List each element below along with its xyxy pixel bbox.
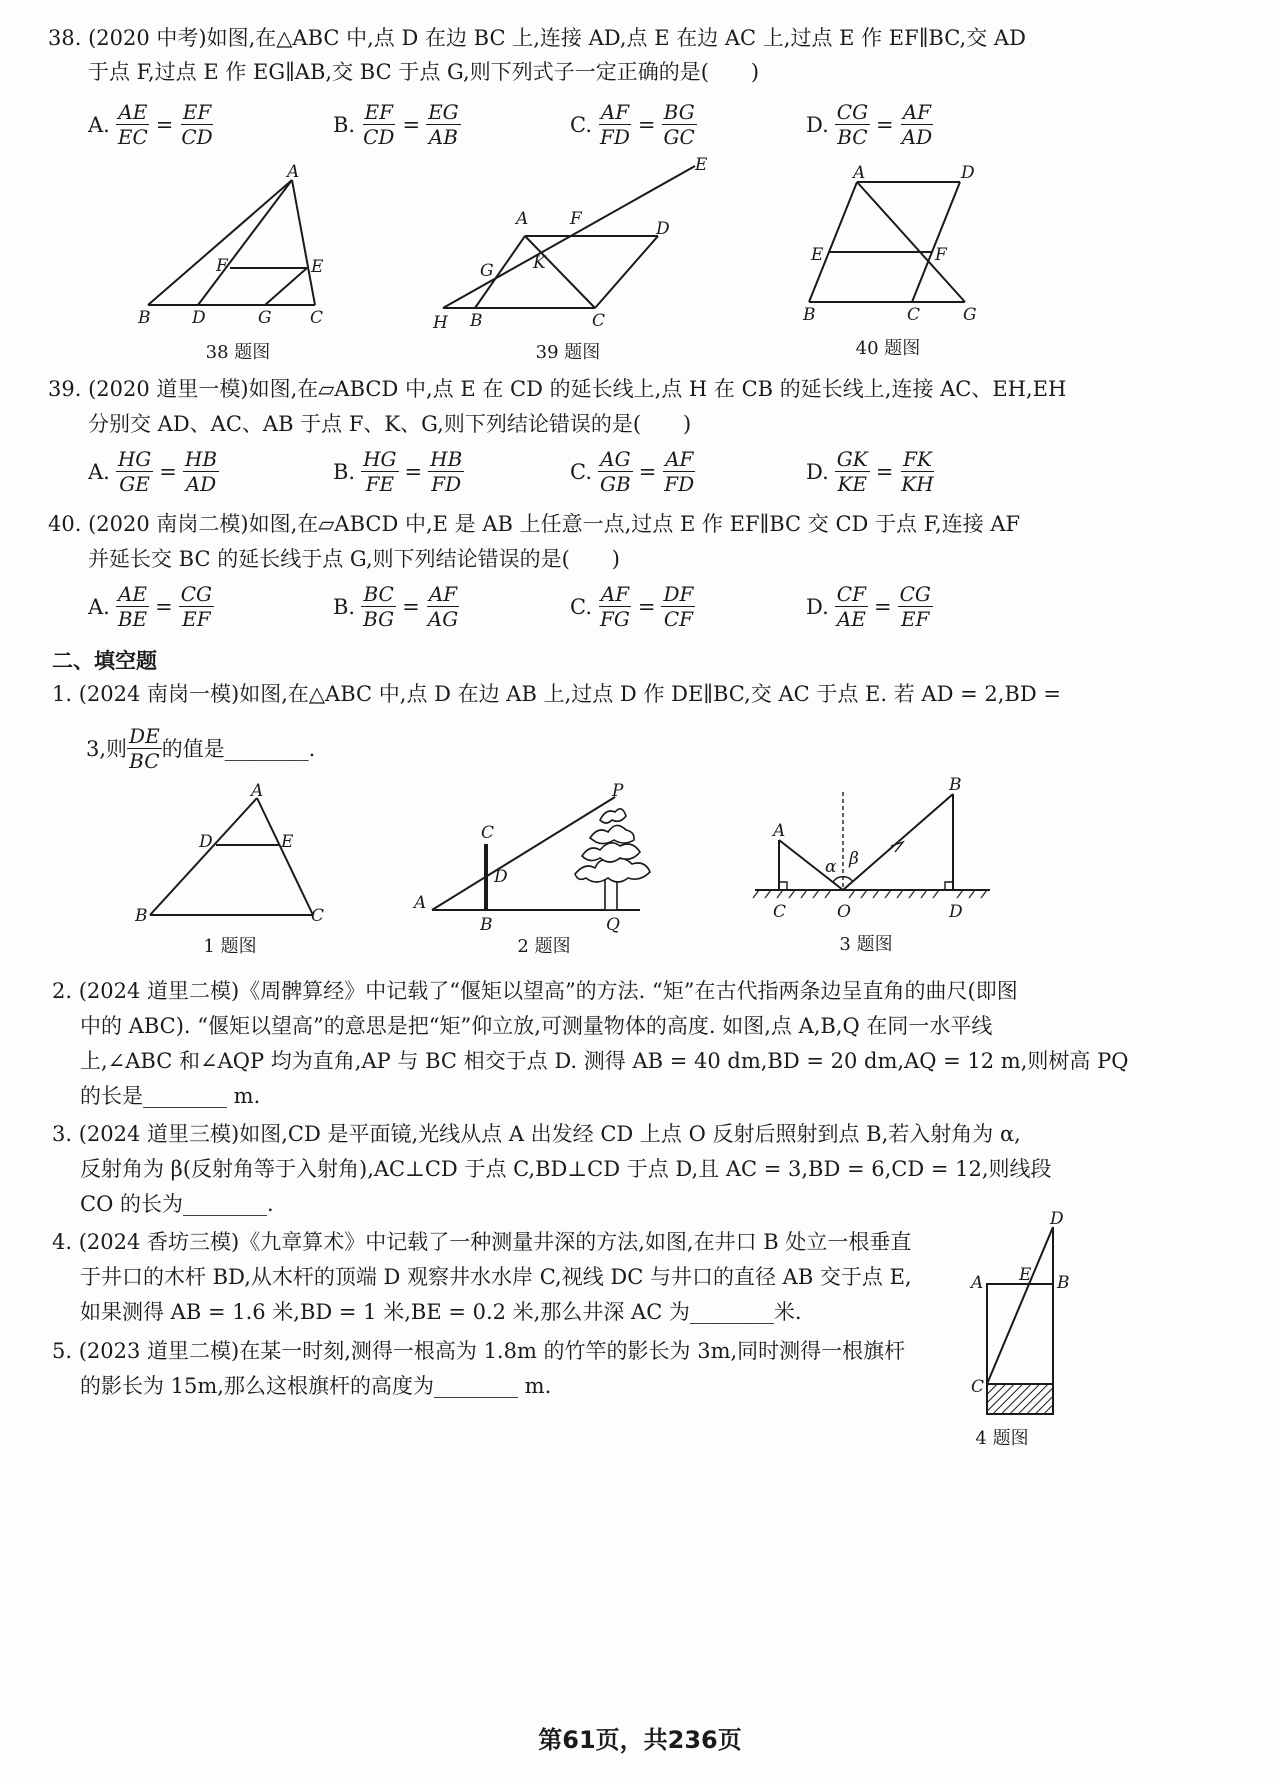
label-f: F — [935, 245, 947, 265]
q39-option-c[interactable]: C. $\frac{AG}{GB}$ = $\frac{AF}{FD}$ — [570, 447, 695, 496]
label-d: D — [192, 308, 206, 328]
label-d: D — [199, 832, 213, 852]
q38-option-b[interactable]: B. $\frac{EF}{CD}$ = $\frac{EG}{AB}$ — [333, 100, 459, 149]
q40-option-d[interactable]: D. $\frac{CF}{AE}$ = $\frac{CG}{EF}$ — [806, 582, 931, 631]
q39-line1: 39. (2020 道里一模)如图,在▱ABCD 中,点 E 在 CD 的延长线上,点 H 在 CB 的延长线上,连接 AC、EH,EH — [48, 377, 1067, 401]
label-d: D — [1050, 1209, 1064, 1229]
caption-39: 39 题图 — [535, 342, 601, 363]
f3-line3: CO 的长为________. — [80, 1192, 274, 1216]
label-b: B — [949, 775, 962, 795]
q39-option-a[interactable]: A. $\frac{HG}{GE}$ = $\frac{HB}{AD}$ — [88, 447, 218, 496]
label-p: P — [612, 781, 624, 801]
f4-line3: 如果测得 AB = 1.6 米,BD = 1 米,BE = 0.2 米,那么井深 AC 为________米. — [80, 1300, 802, 1324]
f3-line1: 3. (2024 道里三模)如图,CD 是平面镜,光线从点 A 出发经 CD 上点 O 反射后照射到点 B,若入射角为 α, — [52, 1122, 1021, 1146]
caption-fill-1: 1 题图 — [203, 936, 257, 957]
f2-line4: 的长是________ m. — [80, 1084, 261, 1108]
q38-line1: 38. (2020 中考)如图,在△ABC 中,点 D 在边 BC 上,连接 AD,点 E 在边 AC 上,过点 E 作 EF∥BC,交 AD — [48, 26, 1026, 50]
label-b: B — [470, 311, 483, 331]
label-b: B — [480, 915, 493, 935]
label-c: C — [481, 823, 495, 843]
label-a: A — [971, 1273, 984, 1293]
ground-hatch — [753, 890, 987, 898]
caption-fill-2: 2 题图 — [517, 936, 571, 957]
q38-option-c[interactable]: C. $\frac{AF}{FD}$ = $\frac{BG}{GC}$ — [570, 100, 695, 149]
f1-line2: 3,则 $\frac{DE}{BC}$ 的值是________. — [86, 724, 316, 773]
f2-line2: 中的 ABC). “偃矩以望高”的意思是把“矩”仰立放,可测量物体的高度. 如图,点 A,B,Q 在同一水平线 — [80, 1014, 993, 1038]
q40-line2: 并延长交 BC 的延长线于点 G,则下列结论错误的是( ) — [88, 547, 621, 571]
f2-line1: 2. (2024 道里二模)《周髀算经》中记载了“偃矩以望高”的方法. “矩”在古代指两条边呈直角的曲尺(即图 — [52, 979, 1018, 1003]
q38-option-d[interactable]: D. $\frac{CG}{BC}$ = $\frac{AF}{AD}$ — [806, 100, 933, 149]
label-k: K — [533, 253, 546, 273]
f1-line1: 1. (2024 南岗一模)如图,在△ABC 中,点 D 在边 AB 上,过点 D 作 DE∥BC,交 AC 于点 E. 若 AD = 2,BD = — [52, 682, 1061, 706]
label-e: E — [811, 245, 824, 265]
label-c: C — [311, 906, 325, 926]
label-e: E — [695, 155, 708, 175]
f2-line3: 上,∠ABC 和∠AQP 均为直角,AP 与 BC 相交于点 D. 测得 AB = 40 dm,BD = 20 dm,AQ = 12 m,则树高 PQ — [80, 1049, 1129, 1073]
label-beta: β — [849, 849, 859, 869]
label-a: A — [287, 162, 300, 182]
label-b: B — [803, 305, 816, 325]
label-alpha: α — [825, 857, 837, 877]
label-a: A — [853, 163, 866, 183]
label-f: F — [570, 209, 582, 229]
f5-line1: 5. (2023 道里二模)在某一时刻,测得一根高为 1.8m 的竹竿的影长为 3m,同时测得一根旗杆 — [52, 1339, 906, 1363]
label-e: E — [281, 832, 294, 852]
label-d: D — [494, 867, 508, 887]
label-d: D — [656, 219, 670, 239]
label-g: G — [480, 261, 494, 281]
label-a: A — [516, 209, 529, 229]
label-o: O — [837, 902, 851, 922]
page-footer: 第61页，共236页 — [538, 1726, 742, 1754]
figure-40 — [795, 160, 980, 330]
label-f: F — [216, 256, 228, 276]
label-a: A — [251, 781, 264, 801]
f4-line2: 于井口的木杆 BD,从木杆的顶端 D 观察井水水岸 C,视线 DC 与井口的直径 AB 交于点 E, — [80, 1265, 912, 1289]
label-b: B — [135, 906, 148, 926]
label-c: C — [971, 1377, 985, 1397]
q38-line2: 于点 F,过点 E 作 EG∥AB,交 BC 于点 G,则下列式子一定正确的是( ) — [88, 60, 760, 84]
label-d: D — [949, 902, 963, 922]
caption-40: 40 题图 — [855, 338, 921, 359]
q39-option-b[interactable]: B. $\frac{HG}{FE}$ = $\frac{HB}{FD}$ — [333, 447, 463, 496]
label-c: C — [310, 308, 324, 328]
caption-38: 38 题图 — [205, 342, 271, 363]
q38-option-a[interactable]: A. $\frac{AE}{EC}$ = $\frac{EF}{CD}$ — [88, 100, 213, 149]
q39-line2: 分别交 AD、AC、AB 于点 F、K、G,则下列结论错误的是( ) — [88, 412, 692, 436]
q40-line1: 40. (2020 南岗二模)如图,在▱ABCD 中,E 是 AB 上任意一点,过点 E 作 EF∥BC 交 CD 于点 F,连接 AF — [48, 512, 1021, 536]
label-b: B — [138, 308, 151, 328]
label-a: A — [773, 821, 786, 841]
label-g: G — [963, 305, 977, 325]
f3-line2: 反射角为 β(反射角等于入射角),AC⊥CD 于点 C,BD⊥CD 于点 D,且 AC = 3,BD = 6,CD = 12,则线段 — [80, 1157, 1052, 1181]
figure-39 — [430, 155, 730, 333]
figure-fill-2 — [410, 781, 670, 935]
label-q: Q — [606, 915, 620, 935]
section-title-fill-in: 二、填空题 — [52, 649, 157, 673]
figure-fill-3 — [755, 772, 995, 937]
label-a: A — [414, 893, 427, 913]
q40-option-b[interactable]: B. $\frac{BC}{BG}$ = $\frac{AF}{AG}$ — [333, 582, 459, 631]
figure-38 — [130, 162, 350, 335]
label-e: E — [311, 257, 324, 277]
label-c: C — [907, 305, 921, 325]
tree-icon — [575, 809, 650, 910]
caption-fill-3: 3 题图 — [839, 934, 893, 955]
caption-fill-4: 4 题图 — [975, 1428, 1029, 1449]
label-c: C — [773, 902, 787, 922]
label-h: H — [433, 313, 448, 333]
q40-option-a[interactable]: A. $\frac{AE}{BE}$ = $\frac{CG}{EF}$ — [88, 582, 213, 631]
label-b: B — [1057, 1273, 1070, 1293]
label-g: G — [258, 308, 272, 328]
label-d: D — [961, 163, 975, 183]
label-e: E — [1019, 1265, 1032, 1285]
q39-option-d[interactable]: D. $\frac{GK}{KE}$ = $\frac{FK}{KH}$ — [806, 447, 934, 496]
q40-option-c[interactable]: C. $\frac{AF}{FG}$ = $\frac{DF}{CF}$ — [570, 582, 694, 631]
f4-line1: 4. (2024 香坊三模)《九章算术》中记载了一种测量井深的方法,如图,在井口 B 处立一根垂直 — [52, 1230, 912, 1254]
figure-fill-4 — [965, 1209, 1070, 1422]
f5-line2: 的影长为 15m,那么这根旗杆的高度为________ m. — [80, 1374, 552, 1398]
figure-fill-1 — [135, 780, 335, 930]
label-c: C — [592, 311, 606, 331]
